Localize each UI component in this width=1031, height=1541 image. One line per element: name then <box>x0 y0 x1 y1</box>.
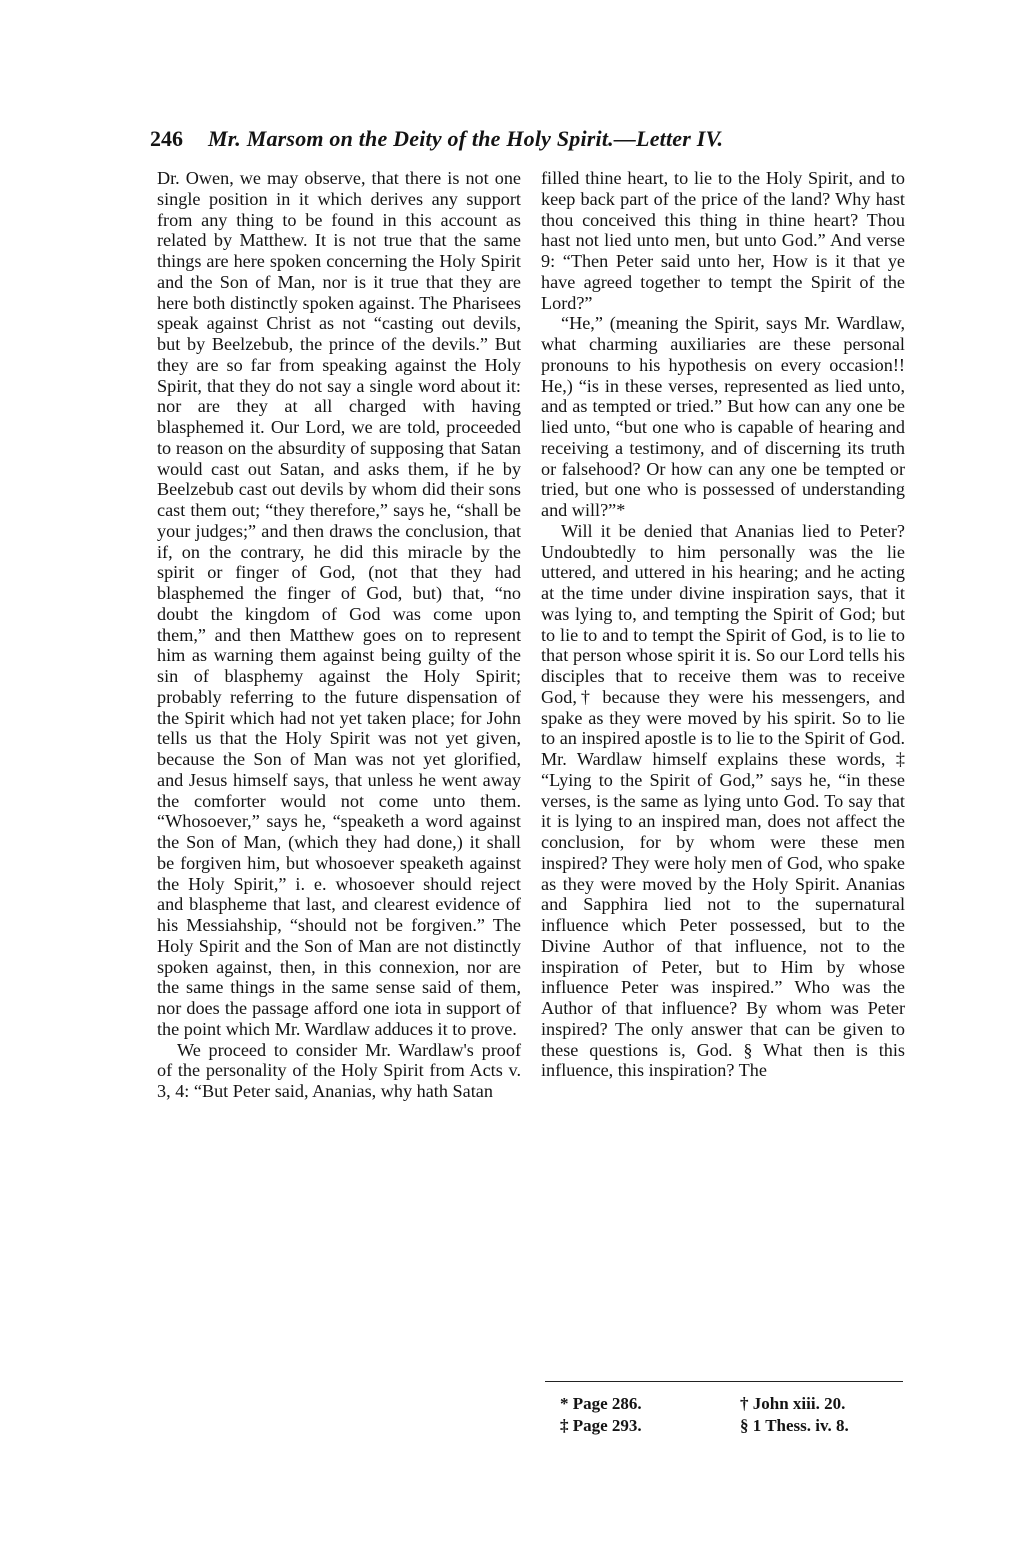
running-head: Mr. Marsom on the Deity of the Holy Spirit.—Letter IV. <box>208 126 724 151</box>
left-column <box>157 168 521 1102</box>
page-header <box>150 126 910 156</box>
right-column <box>541 168 905 1081</box>
paragraph: Dr. Owen, we may observe, that there is not one single position in it which derives any support from any thing to be found in this account as related by Matthew. It is not true that the same things are here spoken concerning the Holy Spirit and the Son of Man, nor is it true that they are here both distinctly spoken against. The Pharisees speak against Christ as not “casting out devils, but by Beelzebub, the prince of the devils.” But they are so far from speaking against the Holy Spirit, that they do not say a single word about it: nor are they at all charged with having blasphemed it. Our Lord, we are told, proceeded to reason on the absurdity of supposing that Satan would cast out Satan, and asks them, if he by Beelzebub cast out devils by whom did their sons cast them out; “they therefore,” says he, “shall be your judges;” and then draws the conclusion, that if, on the contrary, he did this miracle by the spirit or finger of God, (not that they had blasphemed the finger of God, but) that, “no doubt the kingdom of God was come upon them,” and then Matthew goes on to represent him as warning them against being guilty of the sin of blasphemy against the Holy Spirit; probably referring to the future dispensation of the Spirit which had not yet taken place; for John tells us that the Holy Spirit was not yet given, because the Son of Man was not yet glorified, and Jesus himself says, that unless he went away the comforter would not come unto them. “Whosoever,” says he, “speaketh a word against the Son of Man, (which they had done,) it shall be forgiven him, but whosoever speaketh against the Holy Spirit,” i. e. whosoever should reject and blaspheme that last, and clearest evidence of his Messiahship, “should not be forgiven.” The Holy Spirit and the Son of Man are not distinctly spoken against, then, in this connexion, nor are the same things in the same sense said of them, nor does the passage afford one iota in support of the point which Mr. Wardlaw adduces it to prove. <box>157 168 521 1039</box>
footnote-divider <box>545 1381 903 1382</box>
paragraph: “He,” (meaning the Spirit, says Mr. Wardlaw, what charming auxiliaries are these personal pronouns to his hypothesis on every occasion!! He,) “is in these verses, represented as lied unto, and as tempted or tried.” But how can any one be lied unto, “but one who is capable of hearing and receiving a testimony, and of discerning its truth or falsehood? Or how can any one be tempted or tried, but one who is possessed of understanding and will?”* <box>541 313 905 520</box>
paragraph: We proceed to consider Mr. Wardlaw's proof of the personality of the Holy Spirit from Acts v. 3, 4: “But Peter said, Ananias, why hath Satan <box>157 1039 521 1101</box>
footnote: * Page 286. <box>560 1394 642 1413</box>
paragraph: Will it be denied that Ananias lied to Peter? Undoubtedly to him personally was the lie uttered, and uttered in his hearing; and he acting at the time under divine inspiration says, that it was lying to, and tempting the Spirit of God; but to lie to and to tempt the Spirit of God, is to lie to that person whose spirit it is. So our Lord tells his disciples that to receive them was to receive God,† because they were his messengers, and spake as they were moved by his spirit. So to lie to an inspired apostle is to lie to the Spirit of God. Mr. Wardlaw himself explains these words, ‡ “Lying to the Spirit of God,” says he, “in these verses, is the same as lying unto God. To say that it is lying to an inspired man, does not affect the conclusion, for by whom were these men inspired? They were holy men of God, who spake as they were moved by the Holy Spirit. Ananias and Sapphira lied not to the supernatural influence which Peter possessed, but to the Divine Author of that influence, not to the inspiration of Peter, but to Him by whose influence Peter was inspired.” Who was the Author of that influence? By whom was Peter inspired? The only answer that can be given to these questions is, God. § What then is this influence, this inspiration? The <box>541 520 905 1081</box>
footnote: ‡ Page 293. <box>560 1416 642 1435</box>
page-number: 246 <box>150 126 183 151</box>
footnote: § 1 Thess. iv. 8. <box>740 1416 849 1435</box>
paragraph: filled thine heart, to lie to the Holy Spirit, and to keep back part of the price of the land? Why hast thou conceived this thing in thine heart? Thou hast not lied unto men, but unto God.” And verse 9: “Then Peter said unto her, How is it that ye have agreed together to tempt the Spirit of the Lord?” <box>541 168 905 313</box>
footnote: † John xiii. 20. <box>740 1394 846 1413</box>
